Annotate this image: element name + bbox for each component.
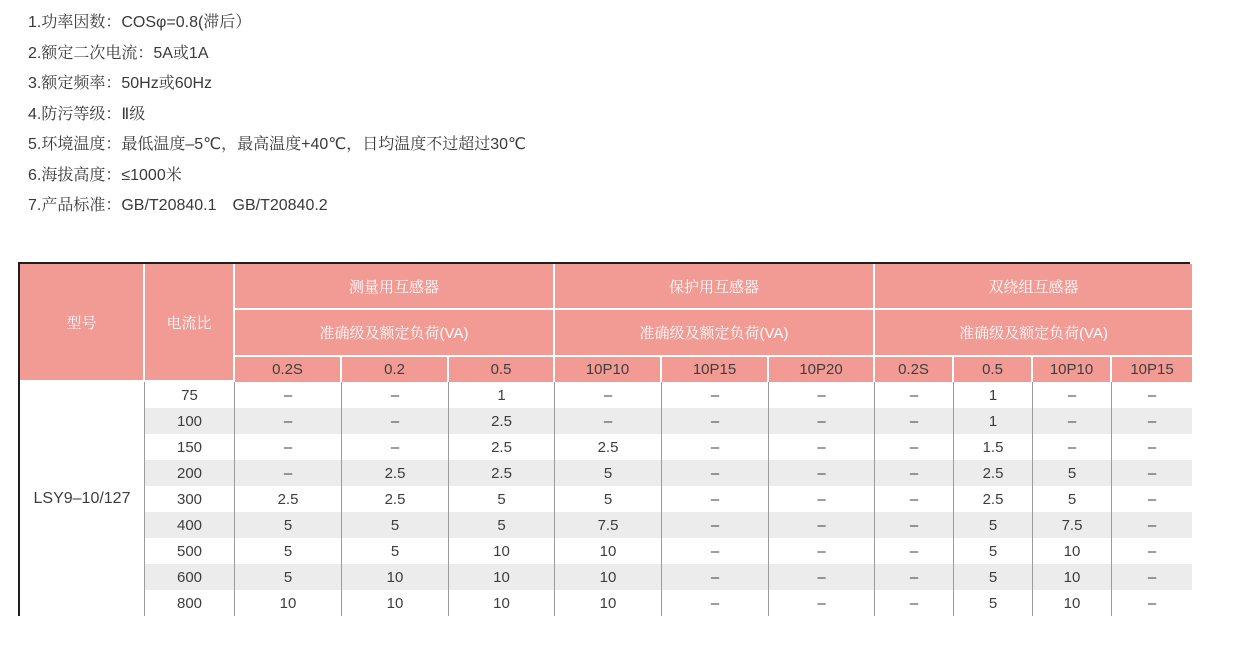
load-value-cell: – <box>875 434 954 460</box>
load-value-cell: – <box>662 512 769 538</box>
load-value-cell: – <box>875 538 954 564</box>
load-value-cell: 10 <box>342 564 449 590</box>
load-value-cell: – <box>875 460 954 486</box>
spec-line-6: 6.海拔高度：≤1000米 <box>28 166 182 184</box>
ratio-cell: 150 <box>145 434 235 460</box>
ratio-cell: 800 <box>145 590 235 616</box>
load-value-cell: – <box>342 382 449 408</box>
load-value-cell: – <box>1033 434 1112 460</box>
load-value-cell: – <box>769 408 875 434</box>
load-value-cell: – <box>555 382 662 408</box>
load-value-cell: – <box>1033 408 1112 434</box>
load-value-cell: 5 <box>954 538 1033 564</box>
table-row <box>20 408 1192 434</box>
spec-table-wrap <box>18 262 1190 616</box>
ratio-cell: 200 <box>145 460 235 486</box>
load-value-cell: 1.5 <box>954 434 1033 460</box>
accuracy-class-header: 0.2S <box>235 357 342 382</box>
load-value-cell: 5 <box>235 538 342 564</box>
load-value-cell: 2.5 <box>449 408 555 434</box>
load-value-cell: 1 <box>449 382 555 408</box>
load-value-cell: – <box>662 538 769 564</box>
load-value-cell: – <box>662 590 769 616</box>
load-value-cell: – <box>1112 460 1192 486</box>
load-value-cell: – <box>769 590 875 616</box>
load-value-cell: 10 <box>235 590 342 616</box>
load-value-cell: – <box>769 564 875 590</box>
load-value-cell: – <box>235 460 342 486</box>
load-value-cell: – <box>235 382 342 408</box>
load-value-cell: 5 <box>1033 460 1112 486</box>
load-value-cell: – <box>1112 486 1192 512</box>
load-value-cell: – <box>235 434 342 460</box>
load-value-cell: – <box>1112 538 1192 564</box>
load-value-cell: 5 <box>449 486 555 512</box>
load-value-cell: 2.5 <box>954 486 1033 512</box>
accuracy-class-header: 10P10 <box>555 357 662 382</box>
load-value-cell: – <box>769 486 875 512</box>
spec-list <box>28 8 526 222</box>
accuracy-class-header: 10P10 <box>1033 357 1112 382</box>
load-value-cell: – <box>662 486 769 512</box>
header-row-groups <box>20 264 1192 310</box>
load-value-cell: 10 <box>342 590 449 616</box>
ratio-cell: 500 <box>145 538 235 564</box>
load-value-cell: 2.5 <box>954 460 1033 486</box>
load-value-cell: 10 <box>555 564 662 590</box>
table-row <box>20 512 1192 538</box>
load-value-cell: – <box>875 564 954 590</box>
col-header-ratio: 电流比 <box>145 264 235 382</box>
load-value-cell: – <box>769 512 875 538</box>
spec-table-body <box>20 382 1192 616</box>
accuracy-class-header: 10P15 <box>1112 357 1192 382</box>
load-value-cell: 1 <box>954 382 1033 408</box>
load-value-cell: – <box>875 590 954 616</box>
load-value-cell: – <box>875 408 954 434</box>
load-value-cell: 5 <box>235 564 342 590</box>
load-value-cell: 10 <box>555 590 662 616</box>
load-value-cell: 1 <box>954 408 1033 434</box>
load-value-cell: 2.5 <box>235 486 342 512</box>
spec-table <box>20 264 1192 616</box>
ratio-cell: 600 <box>145 564 235 590</box>
load-value-cell: – <box>235 408 342 434</box>
load-value-cell: 2.5 <box>342 486 449 512</box>
load-value-cell: – <box>1033 382 1112 408</box>
group-title-2: 保护用互感器 <box>555 264 875 310</box>
load-value-cell: 5 <box>954 590 1033 616</box>
load-value-cell: 10 <box>1033 590 1112 616</box>
load-value-cell: – <box>1112 382 1192 408</box>
load-value-cell: 5 <box>342 512 449 538</box>
load-value-cell: – <box>662 382 769 408</box>
group-title-1: 测量用互感器 <box>235 264 555 310</box>
table-row <box>20 538 1192 564</box>
load-value-cell: 2.5 <box>449 434 555 460</box>
load-value-cell: 5 <box>235 512 342 538</box>
load-value-cell: – <box>875 486 954 512</box>
table-row <box>20 590 1192 616</box>
accuracy-class-header: 10P20 <box>769 357 875 382</box>
table-row <box>20 564 1192 590</box>
load-value-cell: – <box>875 382 954 408</box>
table-row <box>20 486 1192 512</box>
load-value-cell: – <box>769 460 875 486</box>
spec-line-2: 2.额定二次电流：5A或1A <box>28 44 209 62</box>
ratio-cell: 400 <box>145 512 235 538</box>
load-value-cell: 5 <box>954 564 1033 590</box>
load-value-cell: 5 <box>555 460 662 486</box>
load-value-cell: – <box>662 408 769 434</box>
accuracy-class-header: 0.5 <box>449 357 555 382</box>
ratio-cell: 300 <box>145 486 235 512</box>
load-value-cell: 5 <box>342 538 449 564</box>
load-value-cell: 5 <box>1033 486 1112 512</box>
table-row <box>20 460 1192 486</box>
group-subtitle-3: 准确级及额定负荷(VA) <box>875 310 1192 357</box>
load-value-cell: – <box>875 512 954 538</box>
load-value-cell: – <box>1112 408 1192 434</box>
load-value-cell: – <box>662 460 769 486</box>
ratio-cell: 75 <box>145 382 235 408</box>
accuracy-class-header: 10P15 <box>662 357 769 382</box>
load-value-cell: – <box>769 538 875 564</box>
table-row <box>20 382 1192 408</box>
load-value-cell: – <box>342 434 449 460</box>
load-value-cell: – <box>342 408 449 434</box>
spec-line-7: 7.产品标准：GB/T20840.1 GB/T20840.2 <box>28 197 328 214</box>
load-value-cell: 10 <box>1033 538 1112 564</box>
load-value-cell: 5 <box>449 512 555 538</box>
group-title-3: 双绕组互感器 <box>875 264 1192 310</box>
spec-line-3: 3.额定频率：50Hz或60Hz <box>28 75 213 92</box>
col-header-model: 型号 <box>20 264 145 382</box>
spec-table-head <box>20 264 1192 382</box>
table-row <box>20 434 1192 460</box>
load-value-cell: 2.5 <box>449 460 555 486</box>
load-value-cell: 2.5 <box>555 434 662 460</box>
load-value-cell: – <box>1112 512 1192 538</box>
group-subtitle-1: 准确级及额定负荷(VA) <box>235 310 555 357</box>
load-value-cell: 7.5 <box>1033 512 1112 538</box>
accuracy-class-header: 0.2 <box>342 357 449 382</box>
spec-line-5: 5.环境温度：最低温度–5℃，最高温度+40℃，日均温度不过超过30℃ <box>28 136 526 153</box>
load-value-cell: 10 <box>555 538 662 564</box>
load-value-cell: 5 <box>954 512 1033 538</box>
load-value-cell: 5 <box>555 486 662 512</box>
ratio-cell: 100 <box>145 408 235 434</box>
load-value-cell: – <box>1112 434 1192 460</box>
load-value-cell: – <box>662 434 769 460</box>
load-value-cell: 10 <box>449 538 555 564</box>
accuracy-class-header: 0.5 <box>954 357 1033 382</box>
load-value-cell: 7.5 <box>555 512 662 538</box>
load-value-cell: 10 <box>449 564 555 590</box>
load-value-cell: – <box>1112 590 1192 616</box>
load-value-cell: 10 <box>1033 564 1112 590</box>
load-value-cell: 10 <box>449 590 555 616</box>
accuracy-class-header: 0.2S <box>875 357 954 382</box>
load-value-cell: – <box>1112 564 1192 590</box>
group-subtitle-2: 准确级及额定负荷(VA) <box>555 310 875 357</box>
load-value-cell: – <box>769 434 875 460</box>
load-value-cell: – <box>662 564 769 590</box>
load-value-cell: 2.5 <box>342 460 449 486</box>
load-value-cell: – <box>769 382 875 408</box>
spec-line-1: 1.功率因数：COSφ=0.8(滞后） <box>28 14 252 31</box>
spec-line-4: 4.防污等级：Ⅱ级 <box>28 105 146 123</box>
load-value-cell: – <box>555 408 662 434</box>
model-cell: LSY9–10/127 <box>20 382 145 616</box>
